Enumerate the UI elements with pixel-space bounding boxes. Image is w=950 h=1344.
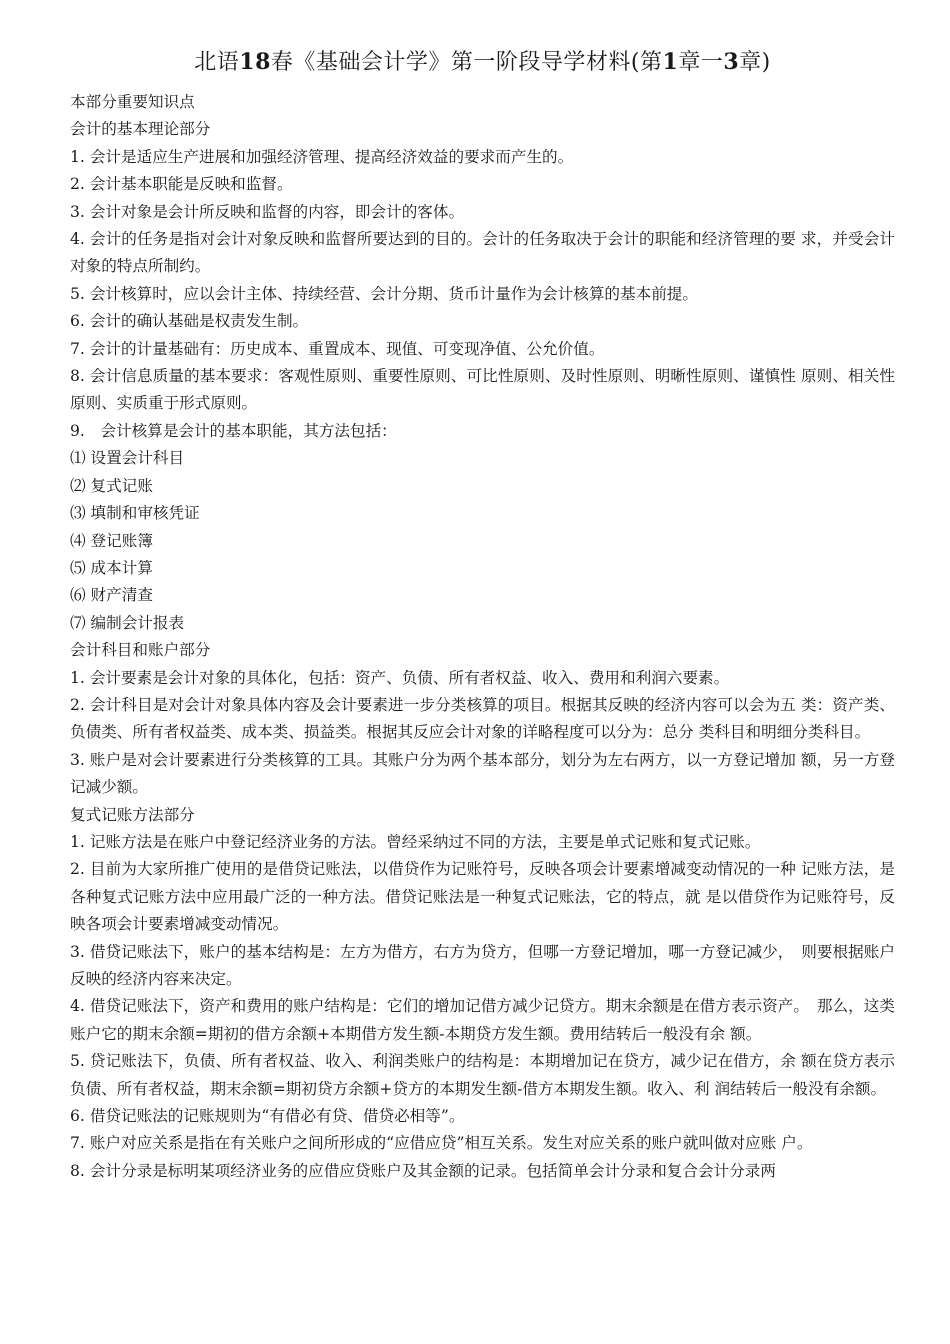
list-item: 4. 会计的任务是指对会计对象反映和监督所要达到的目的。会计的任务取决于会计的职能和经济管理的要 求，并受会计对象的特点所制约。 [70,230,895,276]
document-page [70,42,895,1185]
list-item: 6. 借贷记账法的记账规则为“有借必有贷、借贷必相等”。 [70,1107,465,1126]
list-item: 2. 会计基本职能是反映和监督。 [70,175,293,194]
list-item: 2. 目前为大家所推广使用的是借贷记账法，以借贷作为记账符号，反映各项会计要素增减变动情况的一种 记账方法，是各种复式记账方法中应用最广泛的一种方法。借贷记账法是一种复式记账法，它的特点，就 是以借贷作为记账符号，反映各项会计要素增减变动情况。 [70,860,895,934]
list-item: 5. 会计核算时，应以会计主体、持续经营、会计分期、货币计量作为会计核算的基本前提。 [70,284,698,303]
sub-list-item: ⑹ 财产清查 [70,586,153,605]
sub-list-item: ⑵ 复式记账 [70,476,153,495]
sub-list-item: ⑶ 填制和审核凭证 [70,504,200,523]
sub-list-item: ⑴ 设置会计科目 [70,449,185,468]
section-intro: 本部分重要知识点 [70,93,195,111]
list-item: 9. 会计核算是会计的基本职能，其方法包括： [70,421,397,440]
list-item: 4. 借贷记账法下，资产和费用的账户结构是：它们的增加记借方减少记贷方。期末余额是在借方表示资产。 那么，这类账户它的期末余额=期初的借方余额+本期借方发生额-本期贷方发生额。费用结转后一般没有余 额。 [70,997,895,1043]
list-item: 3. 会计对象是会计所反映和监督的内容，即会计的客体。 [70,202,465,221]
list-item: 8. 会计分录是标明某项经济业务的应借应贷账户及其金额的记录。包括简单会计分录和复合会计分录两 [70,1161,776,1180]
document-title [70,42,895,83]
title-number: 3 [723,49,740,75]
title-number: 1 [662,49,679,75]
list-item: 8. 会计信息质量的基本要求：客观性原则、重要性原则、可比性原则、及时性原则、明晰性原则、谨慎性 原则、相关性原则、实质重于形式原则。 [70,367,895,413]
list-item: 2. 会计科目是对会计对象具体内容及会计要素进一步分类核算的项目。根据其反映的经济内容可以会为五 类：资产类、负债类、所有者权益类、成本类、损益类。根据其反应会计对象的详略程度可以分为：总分 类科目和明细分类科目。 [70,695,895,742]
list-item: 1. 记账方法是在账户中登记经济业务的方法。曾经采纳过不同的方法，主要是单式记账和复式记账。 [70,832,761,851]
list-item: 3. 账户是对会计要素进行分类核算的工具。其账户分为两个基本部分，划分为左右两方，以一方登记增加 额，另一方登记减少额。 [70,750,895,797]
title-number: 18 [239,49,271,75]
section-heading: 会计的基本理论部分 [70,120,211,139]
list-item: 3. 借贷记账法下，账户的基本结构是：左方为借方，右方为贷方，但哪一方登记增加，哪一方登记减少， 则要根据账户反映的经济内容来决定。 [70,942,895,988]
list-item: 1. 会计要素是会计对象的具体化，包括：资产、负债、所有者权益、收入、费用和利润六要素。 [70,668,730,687]
sub-list-item: ⑺ 编制会计报表 [70,613,185,632]
title-text: 章) [739,50,771,75]
sub-list-item: ⑷ 登记账簿 [70,531,153,550]
list-item: 5. 贷记账法下，负债、所有者权益、收入、利润类账户的结构是：本期增加记在贷方，减少记在借方，余 额在贷方表示负债、所有者权益，期末余额=期初贷方余额+贷方的本期发生额-借方本期发生额。收入、利 润结转后一般没有余额。 [70,1052,895,1098]
list-item: 1. 会计是适应生产进展和加强经济管理、提高经济效益的要求而产生的。 [70,147,574,166]
list-item: 7. 会计的计量基础有：历史成本、重置成本、现值、可变现净值、公允价值。 [70,339,605,358]
sub-list-item: ⑸ 成本计算 [70,558,153,577]
section-heading: 复式记账方法部分 [70,805,195,824]
section-heading: 会计科目和账户部分 [70,641,211,660]
title-text: 北语 [194,50,240,75]
list-item: 6. 会计的确认基础是权责发生制。 [70,312,309,331]
list-item: 7. 账户对应关系是指在有关账户之间所形成的“应借应贷”相互关系。发生对应关系的账户就叫做对应账 户。 [70,1134,813,1153]
title-text: 春《基础会计学》第一阶段导学材料(第 [270,50,663,75]
title-text: 章一 [678,50,724,75]
